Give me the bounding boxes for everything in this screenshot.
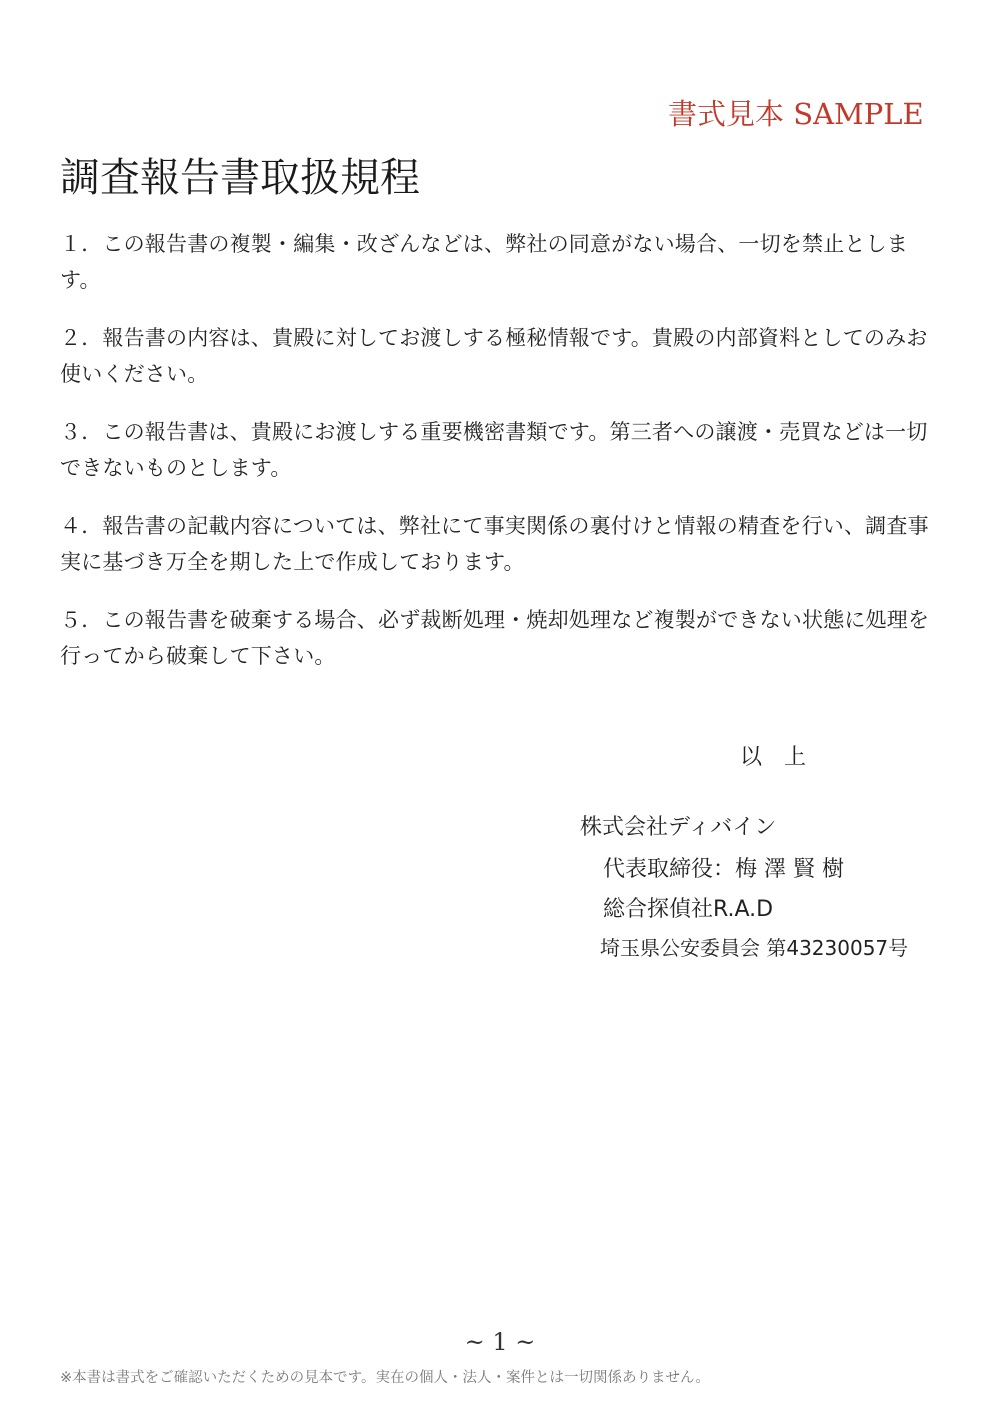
document-title: 調査報告書取扱規程 (60, 155, 420, 201)
clause-2: ２．報告書の内容は、貴殿に対してお渡しする極秘情報です。貴殿の内部資料としてのみお使いください。 (60, 326, 928, 386)
company-name: 株式会社ディバイン (580, 815, 777, 840)
sample-watermark-label: 書式見本 SAMPLE (668, 97, 924, 131)
clause-3: ３．この報告書は、貴殿にお渡しする重要機密書類です。第三者への譲渡・売買などは一切できないものとします。 (60, 420, 928, 480)
license-number: 埼玉県公安委員会 第43230057号 (600, 936, 909, 960)
clause-1: １．この報告書の複製・編集・改ざんなどは、弊社の同意がない場合、一切を禁止とします。 (60, 232, 908, 292)
closing-mark: 以 上 (740, 745, 807, 770)
agency-name: 総合探偵社R.A.D (603, 897, 774, 922)
disclaimer-note: ※本書は書式をご確認いただくための見本です。実在の個人・法人・案件とは一切関係ありません。 (60, 1370, 710, 1386)
page-number: ~ 1 ~ (464, 1328, 536, 1356)
representative-name: 代表取締役：梅 澤 賢 樹 (603, 857, 844, 882)
clause-4: ４．報告書の記載内容については、弊社にて事実関係の裏付けと情報の精査を行い、調査事実に基づき万全を期した上で作成しております。 (60, 514, 929, 574)
clause-5: ５．この報告書を破棄する場合、必ず裁断処理・焼却処理など複製ができない状態に処理を行ってから破棄して下さい。 (60, 608, 930, 668)
clause-list (60, 226, 940, 696)
